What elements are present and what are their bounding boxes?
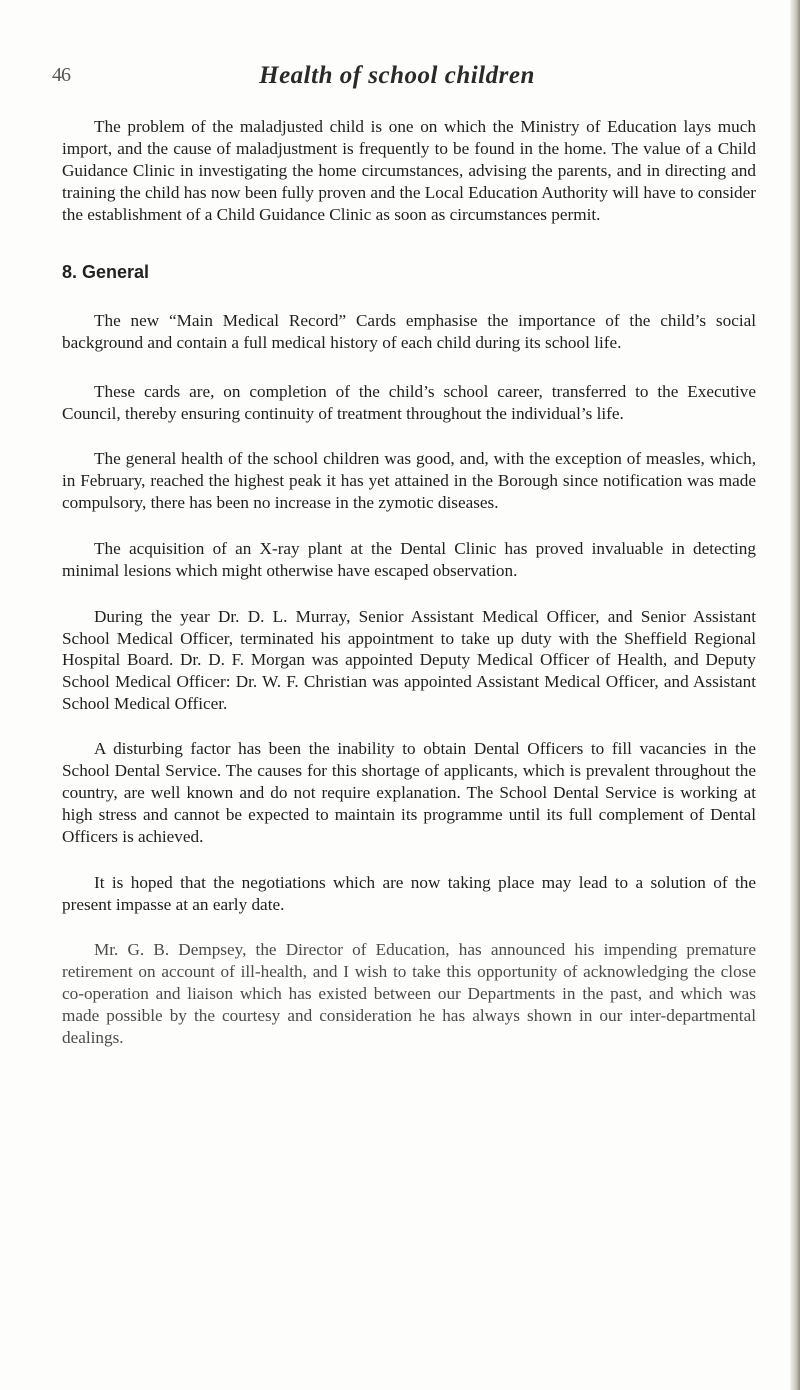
section-heading-general: 8. General: [62, 261, 150, 282]
paragraph-dental-officers: A disturbing factor has been the inability to obtain Dental Officers to fill vacancies in the School Dental Service. The causes for this shortage of applicants, which is prevalent throughout the country, are well known and do not require explanation. The School Dental Service is working at high stress and cannot be expected to maintain its programme until its full complement of Dental Officers is achieved.: [62, 739, 756, 846]
paragraph-general-health: The general health of the school children was good, and, with the exception of measles, which, in February, reached the highest peak it has yet attained in the Borough since notification was made compulsory, there has been no increase in the zymotic diseases.: [62, 449, 756, 512]
paragraph-negotiations: It is hoped that the negotiations which are now taking place may lead to a solution of the present impasse at an early date.: [62, 872, 756, 914]
paragraph-medical-record-cards: The new “Main Medical Record” Cards emphasise the importance of the child’s social background and contain a full medical history of each child during its school life.: [62, 311, 756, 353]
paragraph-cards-transfer: These cards are, on completion of the child’s school career, transferred to the Executive Council, thereby ensuring continuity of treatment throughout the individual’s life.: [62, 382, 756, 424]
paragraph-staff-changes: During the year Dr. D. L. Murray, Senior Assistant Medical Officer, and Senior Assistant School Medical Officer, terminated his appointment to take up duty with the Sheffield Regional Hospital Board. Dr. D. F. Morgan was appointed Deputy Medical Officer of Health, and Deputy School Medical Officer: Dr. W. F. Christian was appointed Assistant Medical Officer, and Assistant School Medical Officer.: [62, 606, 756, 714]
paragraph-x-ray-plant: The acquisition of an X-ray plant at the Dental Clinic has proved invaluable in detecting minimal lesions which might otherwise have escaped observation.: [62, 538, 756, 580]
paragraph-maladjusted-child: The problem of the maladjusted child is one on which the Ministry of Education lays much import, and the cause of maladjustment is frequently to be found in the home. The value of a Child Guidance Clinic in investigating the home circumstances, advising the parents, and in directing and training the child has now been fully proven and the Local Education Authority will have to consider the establishment of a Child Guidance Clinic as soon as circumstances permit.: [62, 117, 757, 224]
page-body: [62, 116, 756, 1049]
paragraph-director-retirement: Mr. G. B. Dempsey, the Director of Education, has announced his impending premature retirement on account of ill-health, and I wish to take this opportunity of acknowledging the close co-operation and liaison which has existed between our Departments in the past, and which was made possible by the courtesy and consideration he has always shown in our inter-departmental dealings.: [62, 940, 756, 1048]
running-title: Health of school children: [259, 62, 535, 89]
page-number: 46: [52, 64, 70, 86]
page-header: [52, 62, 742, 102]
page-edge-shadow: [790, 0, 800, 1390]
